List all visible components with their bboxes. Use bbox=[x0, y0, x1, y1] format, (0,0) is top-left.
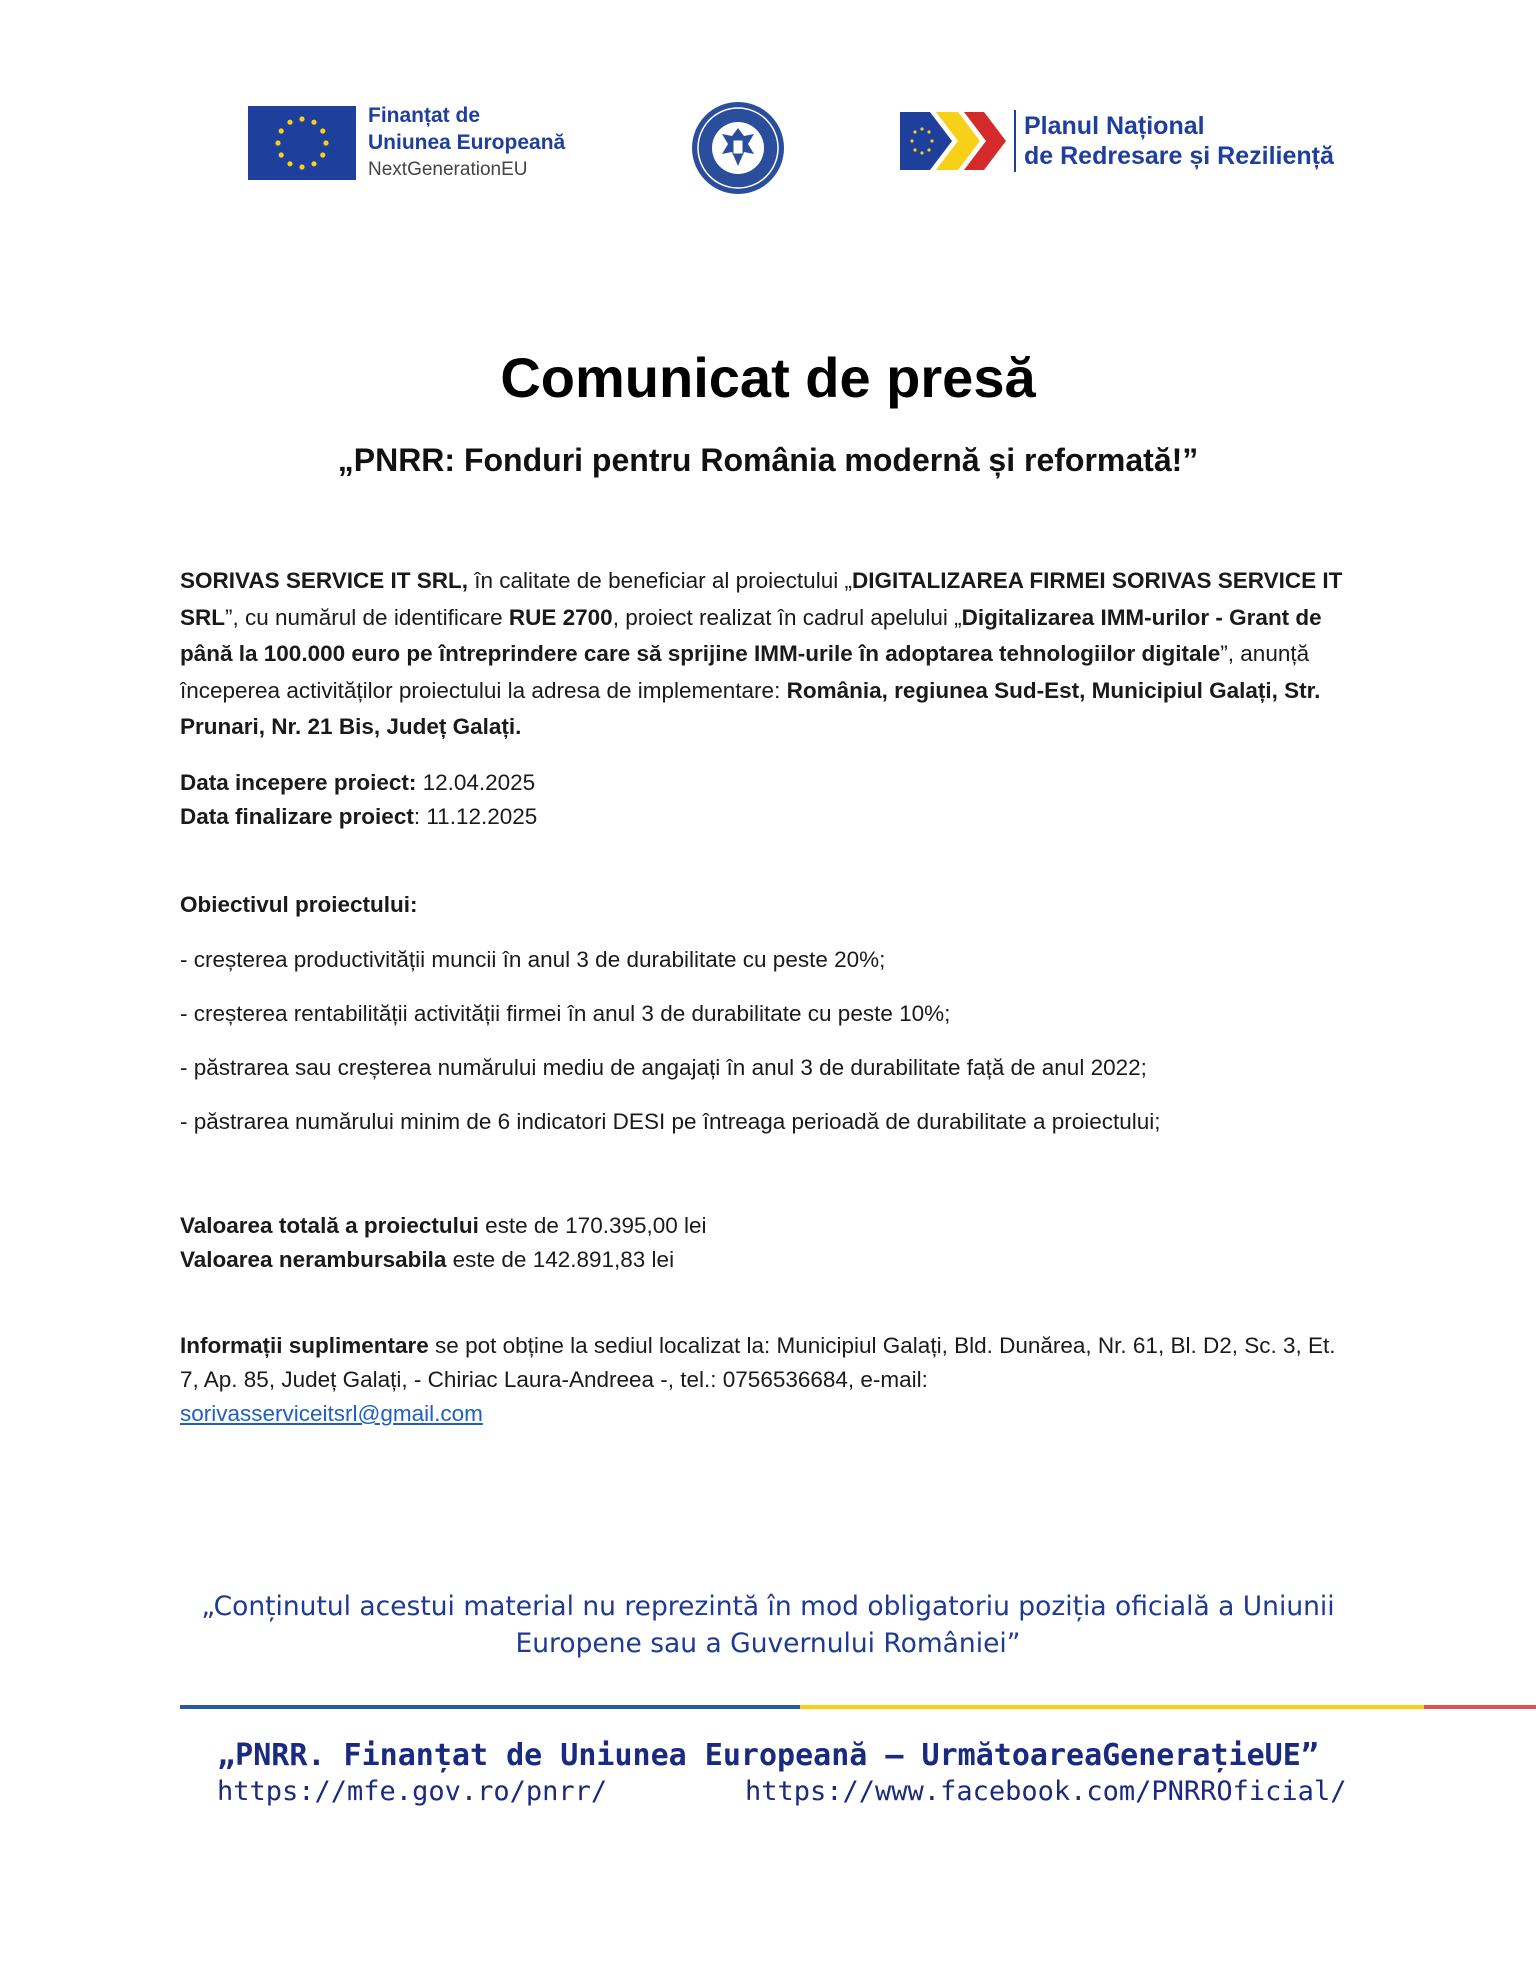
call-name: Digitalizarea IMM-urilor - Grant de până la 100.000 euro pe întreprindere care să sprijine IMM-urile în adoptarea tehnologiilor digitale bbox=[180, 604, 1322, 666]
pnrr-logo-divider bbox=[1014, 110, 1016, 172]
additional-info-paragraph: Informații suplimentare se pot obține la sediul localizat la: Municipiul Galați, Bld. Dunărea, Nr. 61, Bl. D2, Sc. 3, Et. 7, Ap. 85, Județ Galați, - Chiriac Laura-Andreea -, tel.: 0756536684, e-mail: sorivasserviceitsrl@gmail.com bbox=[180, 1333, 1336, 1426]
eu-star-icon bbox=[287, 161, 292, 166]
company-name: SORIVAS SERVICE IT SRL, bbox=[180, 568, 468, 593]
eu-flag-icon bbox=[248, 106, 356, 180]
eu-star-icon bbox=[320, 128, 325, 133]
eu-star-icon bbox=[323, 140, 328, 145]
romanian-government-seal-icon bbox=[690, 100, 786, 196]
start-date-value: 12.04.2025 bbox=[416, 770, 536, 795]
eu-logo-line3: NextGenerationEU bbox=[368, 159, 528, 180]
page-subtitle: „PNRR: Fonduri pentru România modernă și reformată!” bbox=[337, 442, 1199, 478]
eu-star-icon bbox=[287, 119, 292, 124]
start-date-line: Data incepere proiect: 12.04.2025 bbox=[180, 770, 536, 795]
footer-bar-blue bbox=[180, 1705, 800, 1709]
footer-title: „PNRR. Finanțat de Uniunea Europeană – UrmătoareaGenerațieUE” bbox=[217, 1738, 1319, 1773]
eu-star-icon bbox=[299, 116, 304, 121]
pnrr-logo bbox=[900, 108, 1334, 174]
objectives-list bbox=[180, 942, 1356, 1158]
pnrr-flag-arrow-icon bbox=[900, 108, 1010, 174]
eu-star-icon bbox=[279, 152, 284, 157]
list-item: - creșterea rentabilității activității firmei în anul 3 de durabilitate cu peste 10%; bbox=[180, 1001, 951, 1026]
eu-logo-line1: Finanțat de bbox=[368, 104, 481, 127]
page-title: Comunicat de presă bbox=[500, 346, 1036, 409]
footer-bar-red bbox=[1424, 1705, 1536, 1709]
list-item: - creșterea productivității muncii în anul 3 de durabilitate cu peste 20%; bbox=[180, 947, 886, 972]
intro-paragraph: SORIVAS SERVICE IT SRL, în calitate de beneficiar al proiectului „DIGITALIZAREA FIRMEI SORIVAS SERVICE IT SRL”, cu numărul de identificare RUE 2700, proiect realizat în cadrul apelului „Digitalizarea IMM-urilor - Grant de până la 100.000 euro pe întreprindere care să sprijine IMM-urile în adoptarea tehnologiilor digitale”, anunță începerea activităților proiectului la adresa de implementare: România, regiunea Sud-Est, Municipiul Galați, Str. Prunari, Nr. 21 Bis, Județ Galați. bbox=[180, 568, 1343, 739]
eu-funding-logo bbox=[248, 102, 565, 183]
eu-star-icon bbox=[299, 164, 304, 169]
disclaimer-text: „Conținutul acestui material nu reprezintă în mod obligatoriu poziția oficială a Uniunii Europene sau a Guvernului României” bbox=[201, 1591, 1335, 1659]
grant-value-line: Valoarea nerambursabila este de 142.891,83 lei bbox=[180, 1247, 675, 1272]
list-item: - păstrarea sau creșterea numărului mediu de angajați în anul 3 de durabilitate față de anul 2022; bbox=[180, 1055, 1147, 1080]
total-value-line: Valoarea totală a proiectului este de 170.395,00 lei bbox=[180, 1213, 707, 1238]
pnrr-logo-line1: Planul Național bbox=[1024, 112, 1205, 140]
contact-email-link[interactable]: sorivasserviceitsrl@gmail.com bbox=[180, 1401, 483, 1426]
eu-star-icon bbox=[275, 140, 280, 145]
implementation-address: România, regiunea Sud-Est, Municipiul Galați, Str. Prunari, Nr. 21 Bis, Județ Galați. bbox=[180, 677, 1321, 739]
footer-bar-yellow bbox=[800, 1705, 1424, 1709]
pnrr-logo-line2: de Redresare și Reziliență bbox=[1024, 142, 1334, 170]
list-item: - păstrarea numărului minim de 6 indicatori DESI pe întreaga perioadă de durabilitate a proiectului; bbox=[180, 1109, 1161, 1134]
eu-star-icon bbox=[311, 119, 316, 124]
project-name: DIGITALIZAREA FIRMEI SORIVAS SERVICE IT SRL bbox=[180, 568, 1343, 630]
footer-link-facebook[interactable]: https://www.facebook.com/PNRROficial/ bbox=[745, 1776, 1347, 1807]
project-dates bbox=[180, 766, 1356, 834]
eu-logo-line2: Uniunea Europeană bbox=[368, 131, 566, 154]
end-date-value: : 11.12.2025 bbox=[413, 804, 538, 829]
objectives-heading: Obiectivul proiectului: bbox=[180, 892, 418, 917]
eu-star-icon bbox=[320, 152, 325, 157]
project-values bbox=[180, 1209, 1356, 1277]
footer-link-mfe[interactable]: https://mfe.gov.ro/pnrr/ bbox=[217, 1776, 608, 1807]
project-id: RUE 2700 bbox=[508, 604, 613, 630]
end-date-line: Data finalizare proiect: 11.12.2025 bbox=[180, 804, 538, 829]
eu-star-icon bbox=[279, 128, 284, 133]
header-logos bbox=[0, 100, 1536, 200]
eu-star-icon bbox=[311, 161, 316, 166]
